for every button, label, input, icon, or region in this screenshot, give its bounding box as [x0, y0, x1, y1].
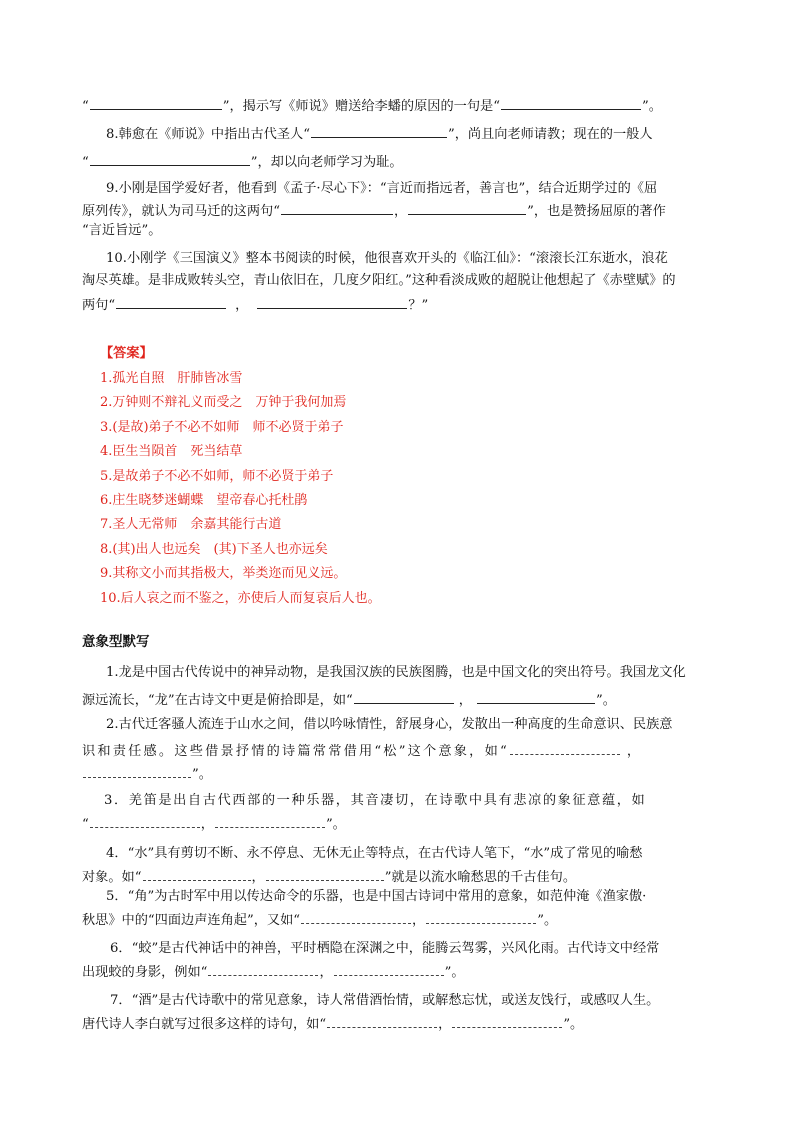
answer-blank[interactable] — [452, 1014, 562, 1028]
answer-heading: 【答案】 — [100, 346, 153, 361]
answer-blank[interactable] — [501, 96, 641, 110]
answer-blank[interactable] — [477, 690, 595, 704]
s6-line-1: 6．“蛟”是古代神话中的神兽，平时栖隐在深渊之中，能腾云驾雾，兴风化雨。古代诗文中经常 — [110, 941, 660, 956]
q8-line-2: “ ”，却以向老师学习为耻。 — [82, 152, 403, 172]
q9-line-1: 9.小刚是国学爱好者，他看到《孟子·尽心下》：“言近而指远者，善言也”，结合近期学过的《屈 — [106, 181, 658, 196]
answer-blank[interactable] — [426, 910, 536, 924]
answer-blank[interactable] — [90, 152, 250, 166]
s7-line-2: 唐代诗人李白就写过很多这样的诗句，如“ ， ”。 — [82, 1014, 583, 1034]
answer-item: 8.(其)出人也远矣 (其)下圣人也亦远矣 — [100, 541, 328, 557]
q10-line-2: 淘尽英雄。是非成败转头空，青山依旧在，几度夕阳红。”这种看淡成败的超脱让他想起了《赤壁赋》的 — [82, 273, 676, 288]
answer-blank[interactable] — [116, 295, 226, 309]
answer-blank[interactable] — [334, 962, 444, 976]
s1-line-1: 1.龙是中国古代传说中的神异动物，是我国汉族的民族图腾，也是中国文化的突出符号。我国龙文化 — [106, 665, 686, 680]
answer-blank[interactable] — [354, 690, 454, 704]
answer-blank[interactable] — [301, 910, 411, 924]
q7-line-1: “ ”，揭示写《师说》赠送给李蟠的原因的一句是“ ”。 — [82, 96, 662, 116]
s2-line-2: 识和责任感。这些借景抒情的诗篇常常借用“松”这个意象，如“ ， — [82, 741, 642, 761]
answer-blank[interactable] — [90, 814, 200, 828]
q8-line-1: 8.韩愈在《师说》中指出古代圣人“ ”，尚且向老师请教；现在的一般人 — [106, 124, 653, 144]
answer-blank[interactable] — [83, 764, 191, 778]
s6-line-2: 出现蛟的身影，例如“ ， ”。 — [82, 962, 465, 982]
answer-item: 6.庄生晓梦迷蝴蝶 望帝春心托杜鹃 — [100, 493, 308, 508]
q9-line-3: “言近旨远”。 — [82, 223, 162, 238]
s5-line-1: 5．“角”为古时军中用以传达命令的乐器，也是中国古诗词中常用的意象，如范仲淹《渔家傲· — [106, 889, 647, 904]
answer-item: 3.(是故)弟子不必不如师 师不必贤于弟子 — [100, 419, 344, 435]
answer-blank[interactable] — [215, 814, 325, 828]
s3-line-1: 3．羌笛是出自古代西部的一种乐器，其音凄切，在诗歌中具有悲凉的象征意蕴，如 — [104, 793, 647, 808]
answer-blank[interactable] — [90, 96, 222, 110]
answer-blank[interactable] — [281, 201, 393, 215]
answer-item: 2.万钟则不辩礼义而受之 万钟于我何加焉 — [100, 395, 347, 411]
s4-line-1: 4．“水”具有剪切不断、永不停息、无休无止等特点，在古代诗人笔下，“水”成了常见的喻愁 — [106, 846, 643, 861]
answer-blank[interactable] — [143, 867, 251, 881]
answer-item: 10.后人哀之而不鉴之，亦使后人而复哀后人也。 — [100, 590, 381, 606]
section-title: 意象型默写 — [82, 634, 150, 650]
s4-line-2: 对象。如“ ， ”就是以流水喻愁思的千古佳句。 — [82, 867, 576, 887]
s1-line-2: 源远流长，“龙”在古诗文中更是俯拾即是，如“ ， ”。 — [82, 690, 616, 710]
q10-line-1: 10.小刚学《三国演义》整本书阅读的时候，他很喜欢开头的《临江仙》：“滚滚长江东逝水，浪花 — [106, 251, 668, 266]
s2-line-1: 2.古代迁客骚人流连于山水之间，借以吟咏情性，舒展身心，发散出一种高度的生命意识、民族意 — [106, 717, 673, 732]
answer-blank[interactable] — [208, 962, 318, 976]
answer-blank[interactable] — [257, 295, 407, 309]
s2-line-3: ”。 — [82, 764, 212, 784]
s5-line-2: 秋思》中的“四面边声连角起”，又如“ ， ”。 — [82, 910, 557, 930]
answer-blank[interactable] — [266, 867, 384, 881]
answer-blank[interactable] — [408, 201, 526, 215]
answer-item: 5.是故弟子不必不如师，师不必贤于弟子 — [100, 468, 334, 484]
answer-item: 4.臣生当陨首 死当结草 — [100, 444, 243, 460]
answer-item: 9.其称文小而其指极大，举类迩而见义远。 — [100, 566, 347, 582]
s3-line-2: “ ， ”。 — [82, 814, 346, 834]
q10-line-3: 两句“ ， ？” — [82, 295, 428, 315]
answer-blank[interactable] — [327, 1014, 437, 1028]
s7-line-1: 7．“酒”是古代诗歌中的常见意象，诗人常借酒怡情，或解愁忘忧，或送友饯行，或感叹人生。 — [110, 993, 660, 1008]
answer-item: 1.孤光自照 肝肺皆冰雪 — [100, 371, 243, 386]
q9-line-2: 原列传》，就认为司马迁的这两句“ ， ”，也是赞扬屈原的著作 — [82, 201, 666, 221]
answer-blank[interactable] — [311, 124, 447, 138]
answer-item: 7.圣人无常师 余嘉其能行古道 — [100, 517, 282, 533]
answer-blank[interactable] — [510, 741, 620, 755]
